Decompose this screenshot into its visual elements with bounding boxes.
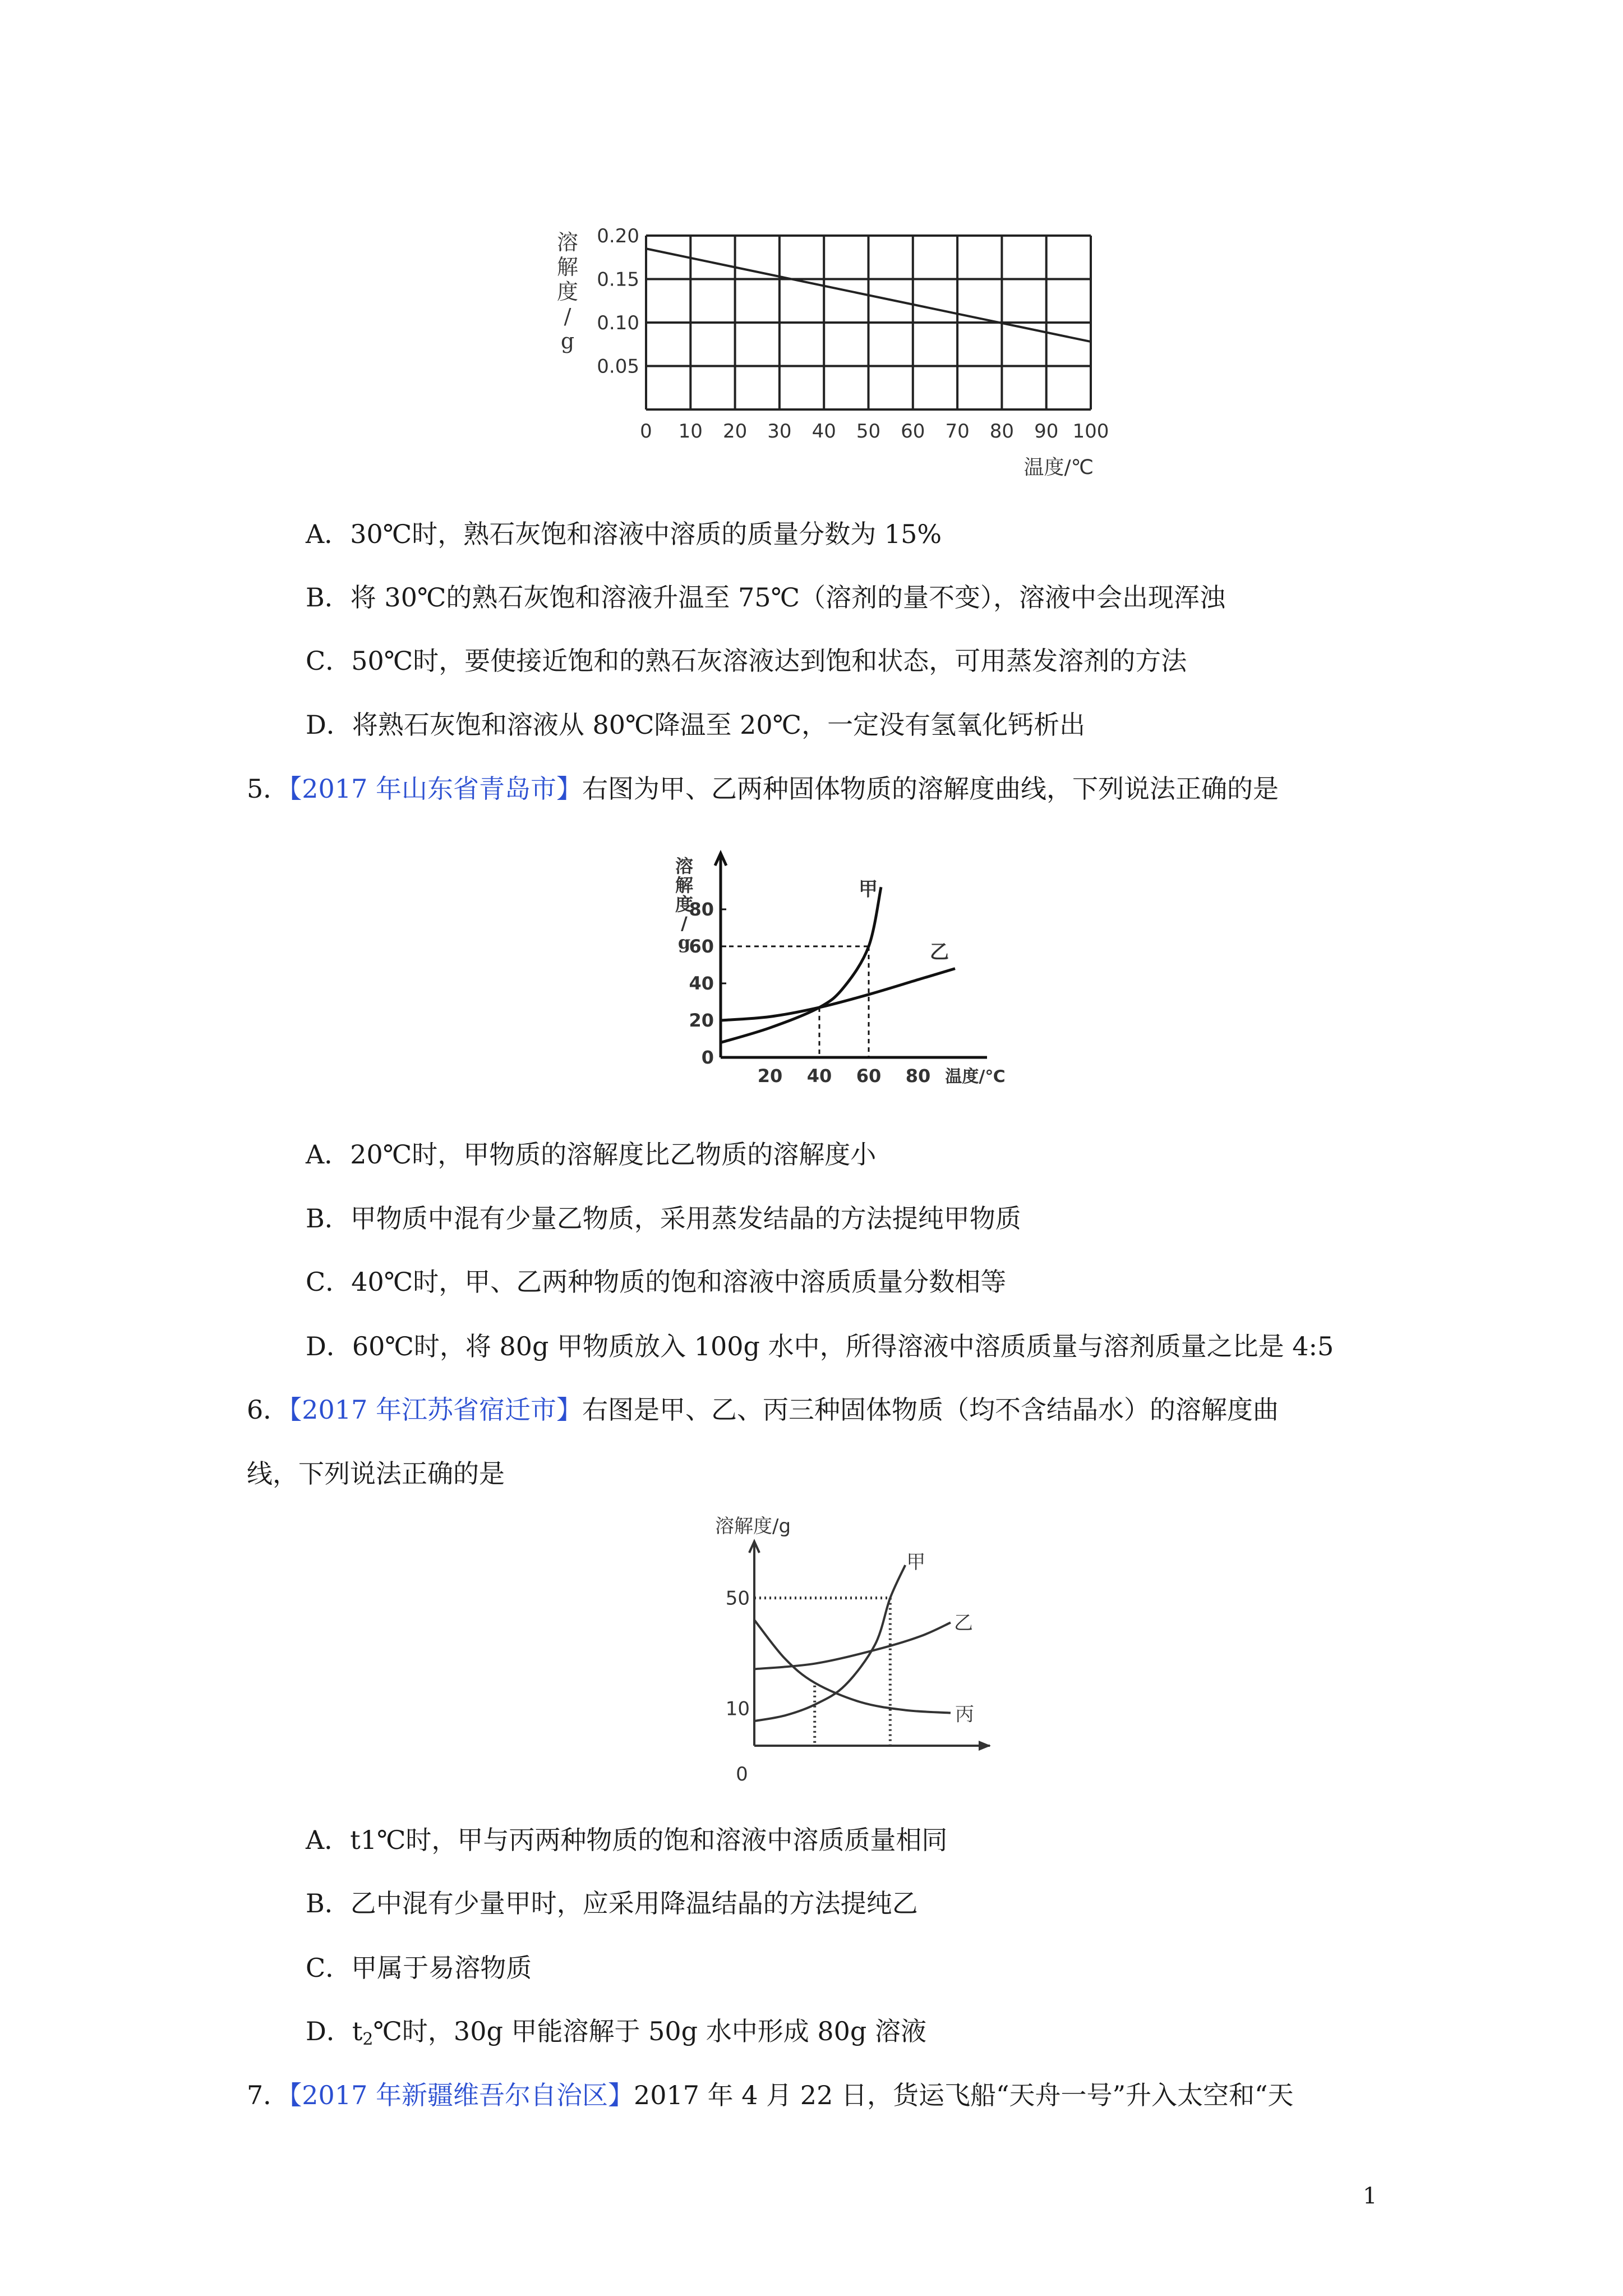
q7-number: 7． <box>247 2080 289 2110</box>
q6-y-tick-10: 10 <box>725 1697 750 1720</box>
q4-x-tick: 50 <box>856 420 881 443</box>
q5-number: 5． <box>247 774 289 804</box>
q5-series-label-0: 甲 <box>859 878 878 901</box>
page-number: 1 <box>1363 2183 1377 2209</box>
q4-chart <box>555 224 1122 479</box>
q4-x-tick: 60 <box>901 420 925 443</box>
q6-series-1 <box>754 1623 951 1669</box>
q7-question <box>247 2078 1294 2112</box>
q6-option-d <box>306 2014 926 2056</box>
q5-x-tick: 60 <box>856 1065 882 1087</box>
q6-stem-1: 右图是甲、乙、丙三种固体物质（均不含结晶水）的溶解度曲 <box>582 1395 1279 1425</box>
q6-option-b: B．乙中混有少量甲时，应采用降温结晶的方法提纯乙 <box>306 1888 918 1918</box>
q4-option-c: C．50℃时，要使接近饱和的熟石灰溶液达到饱和状态，可用蒸发溶剂的方法 <box>306 646 1187 676</box>
q7-source: 【2017 年新疆维吾尔自治区】 <box>289 2080 634 2110</box>
q6-option-c: C．甲属于易溶物质 <box>306 1953 532 1983</box>
q7-stem: 2017 年 4 月 22 日，货运飞船“天舟一号”升入太空和“天 <box>633 2080 1294 2110</box>
q6-source: 【2017 年江苏省宿迁市】 <box>289 1395 582 1425</box>
q6-option-d-pre: D．t <box>306 2016 363 2046</box>
q5-option-d: D．60℃时，将 80g 甲物质放入 100g 水中，所得溶液中溶质质量与溶剂质量之比是 4:5 <box>306 1331 1334 1361</box>
q5-chart <box>673 850 1006 1087</box>
q5-x-tick: 40 <box>806 1065 832 1087</box>
q6-option-d-sub: 2 <box>362 2030 374 2049</box>
q4-option-b: B．将 30℃的熟石灰饱和溶液升温至 75℃（溶剂的量不变），溶液中会出现浑浊 <box>306 582 1226 613</box>
q5-plot <box>673 850 1006 1087</box>
q6-y-label: 溶解度/g <box>715 1515 791 1538</box>
q4-option-d: D．将熟石灰饱和溶液从 80℃降温至 20℃，一定没有氢氧化钙析出 <box>306 710 1086 740</box>
q4-y-label: 溶 解 度 / g <box>556 230 578 353</box>
q6-series-label-2: 丙 <box>955 1703 974 1726</box>
q6-question-line1 <box>247 1393 1279 1427</box>
q5-option-b: B．甲物质中混有少量乙物质，采用蒸发结晶的方法提纯甲物质 <box>306 1203 1021 1234</box>
q6-series-label-0: 甲 <box>906 1551 926 1574</box>
q5-x-tick: 80 <box>905 1065 931 1087</box>
q4-y-tick: 0.10 <box>597 312 639 334</box>
q5-option-c: C．40℃时，甲、乙两种物质的饱和溶液中溶质质量分数相等 <box>306 1267 1007 1297</box>
q5-option-a: A．20℃时，甲物质的溶解度比乙物质的溶解度小 <box>306 1139 877 1170</box>
q6-plot <box>704 1509 995 1784</box>
q6-question-line2: 线，下列说法正确的是 <box>247 1458 505 1489</box>
q6-y-tick-50: 50 <box>725 1587 750 1610</box>
q4-option-a: A．30℃时，熟石灰饱和溶液中溶质的质量分数为 15% <box>306 519 942 549</box>
q6-x-arrow <box>979 1741 991 1751</box>
q4-x-tick: 70 <box>945 420 970 443</box>
q4-y-tick: 0.20 <box>597 225 639 247</box>
q4-x-tick: 90 <box>1034 420 1059 443</box>
q4-x-tick: 80 <box>989 420 1015 443</box>
q6-option-d-post: ℃时，30g 甲能溶解于 50g 水中形成 80g 溶液 <box>373 2016 926 2046</box>
q5-y-tick: 80 <box>689 899 714 920</box>
q5-y-tick: 40 <box>689 973 714 994</box>
q4-x-tick: 30 <box>767 420 792 443</box>
q4-x-tick: 0 <box>640 420 652 443</box>
q6-option-a: A．t1℃时，甲与丙两种物质的饱和溶液中溶质质量相同 <box>306 1825 948 1855</box>
q6-series-0 <box>754 1565 905 1721</box>
q4-x-tick: 10 <box>678 420 703 443</box>
q4-x-tick: 40 <box>811 420 836 443</box>
q4-x-label: 温度/℃ <box>1023 456 1094 479</box>
q5-y-tick: 20 <box>689 1010 714 1031</box>
q6-series-label-1: 乙 <box>954 1612 973 1635</box>
q5-y-tick: 60 <box>689 936 714 957</box>
q4-y-tick: 0.05 <box>597 355 639 378</box>
q5-source: 【2017 年山东省青岛市】 <box>289 774 582 804</box>
q4-x-tick: 20 <box>722 420 748 443</box>
q5-question <box>247 772 1279 806</box>
q6-origin: 0 <box>736 1763 748 1786</box>
q4-x-tick: 100 <box>1072 420 1109 443</box>
q6-chart <box>704 1509 995 1784</box>
q5-stem: 右图为甲、乙两种固体物质的溶解度曲线，下列说法正确的是 <box>582 774 1279 804</box>
q6-number: 6． <box>247 1395 289 1425</box>
q5-x-label: 温度/℃ <box>945 1067 1006 1087</box>
q4-y-tick: 0.15 <box>597 268 639 291</box>
q5-series-label-1: 乙 <box>930 941 949 964</box>
q4-plot <box>555 224 1122 479</box>
q5-y-tick: 0 <box>701 1047 714 1068</box>
q5-x-tick: 20 <box>757 1065 783 1087</box>
q5-y-label: 溶 解 度 / g <box>675 855 693 953</box>
